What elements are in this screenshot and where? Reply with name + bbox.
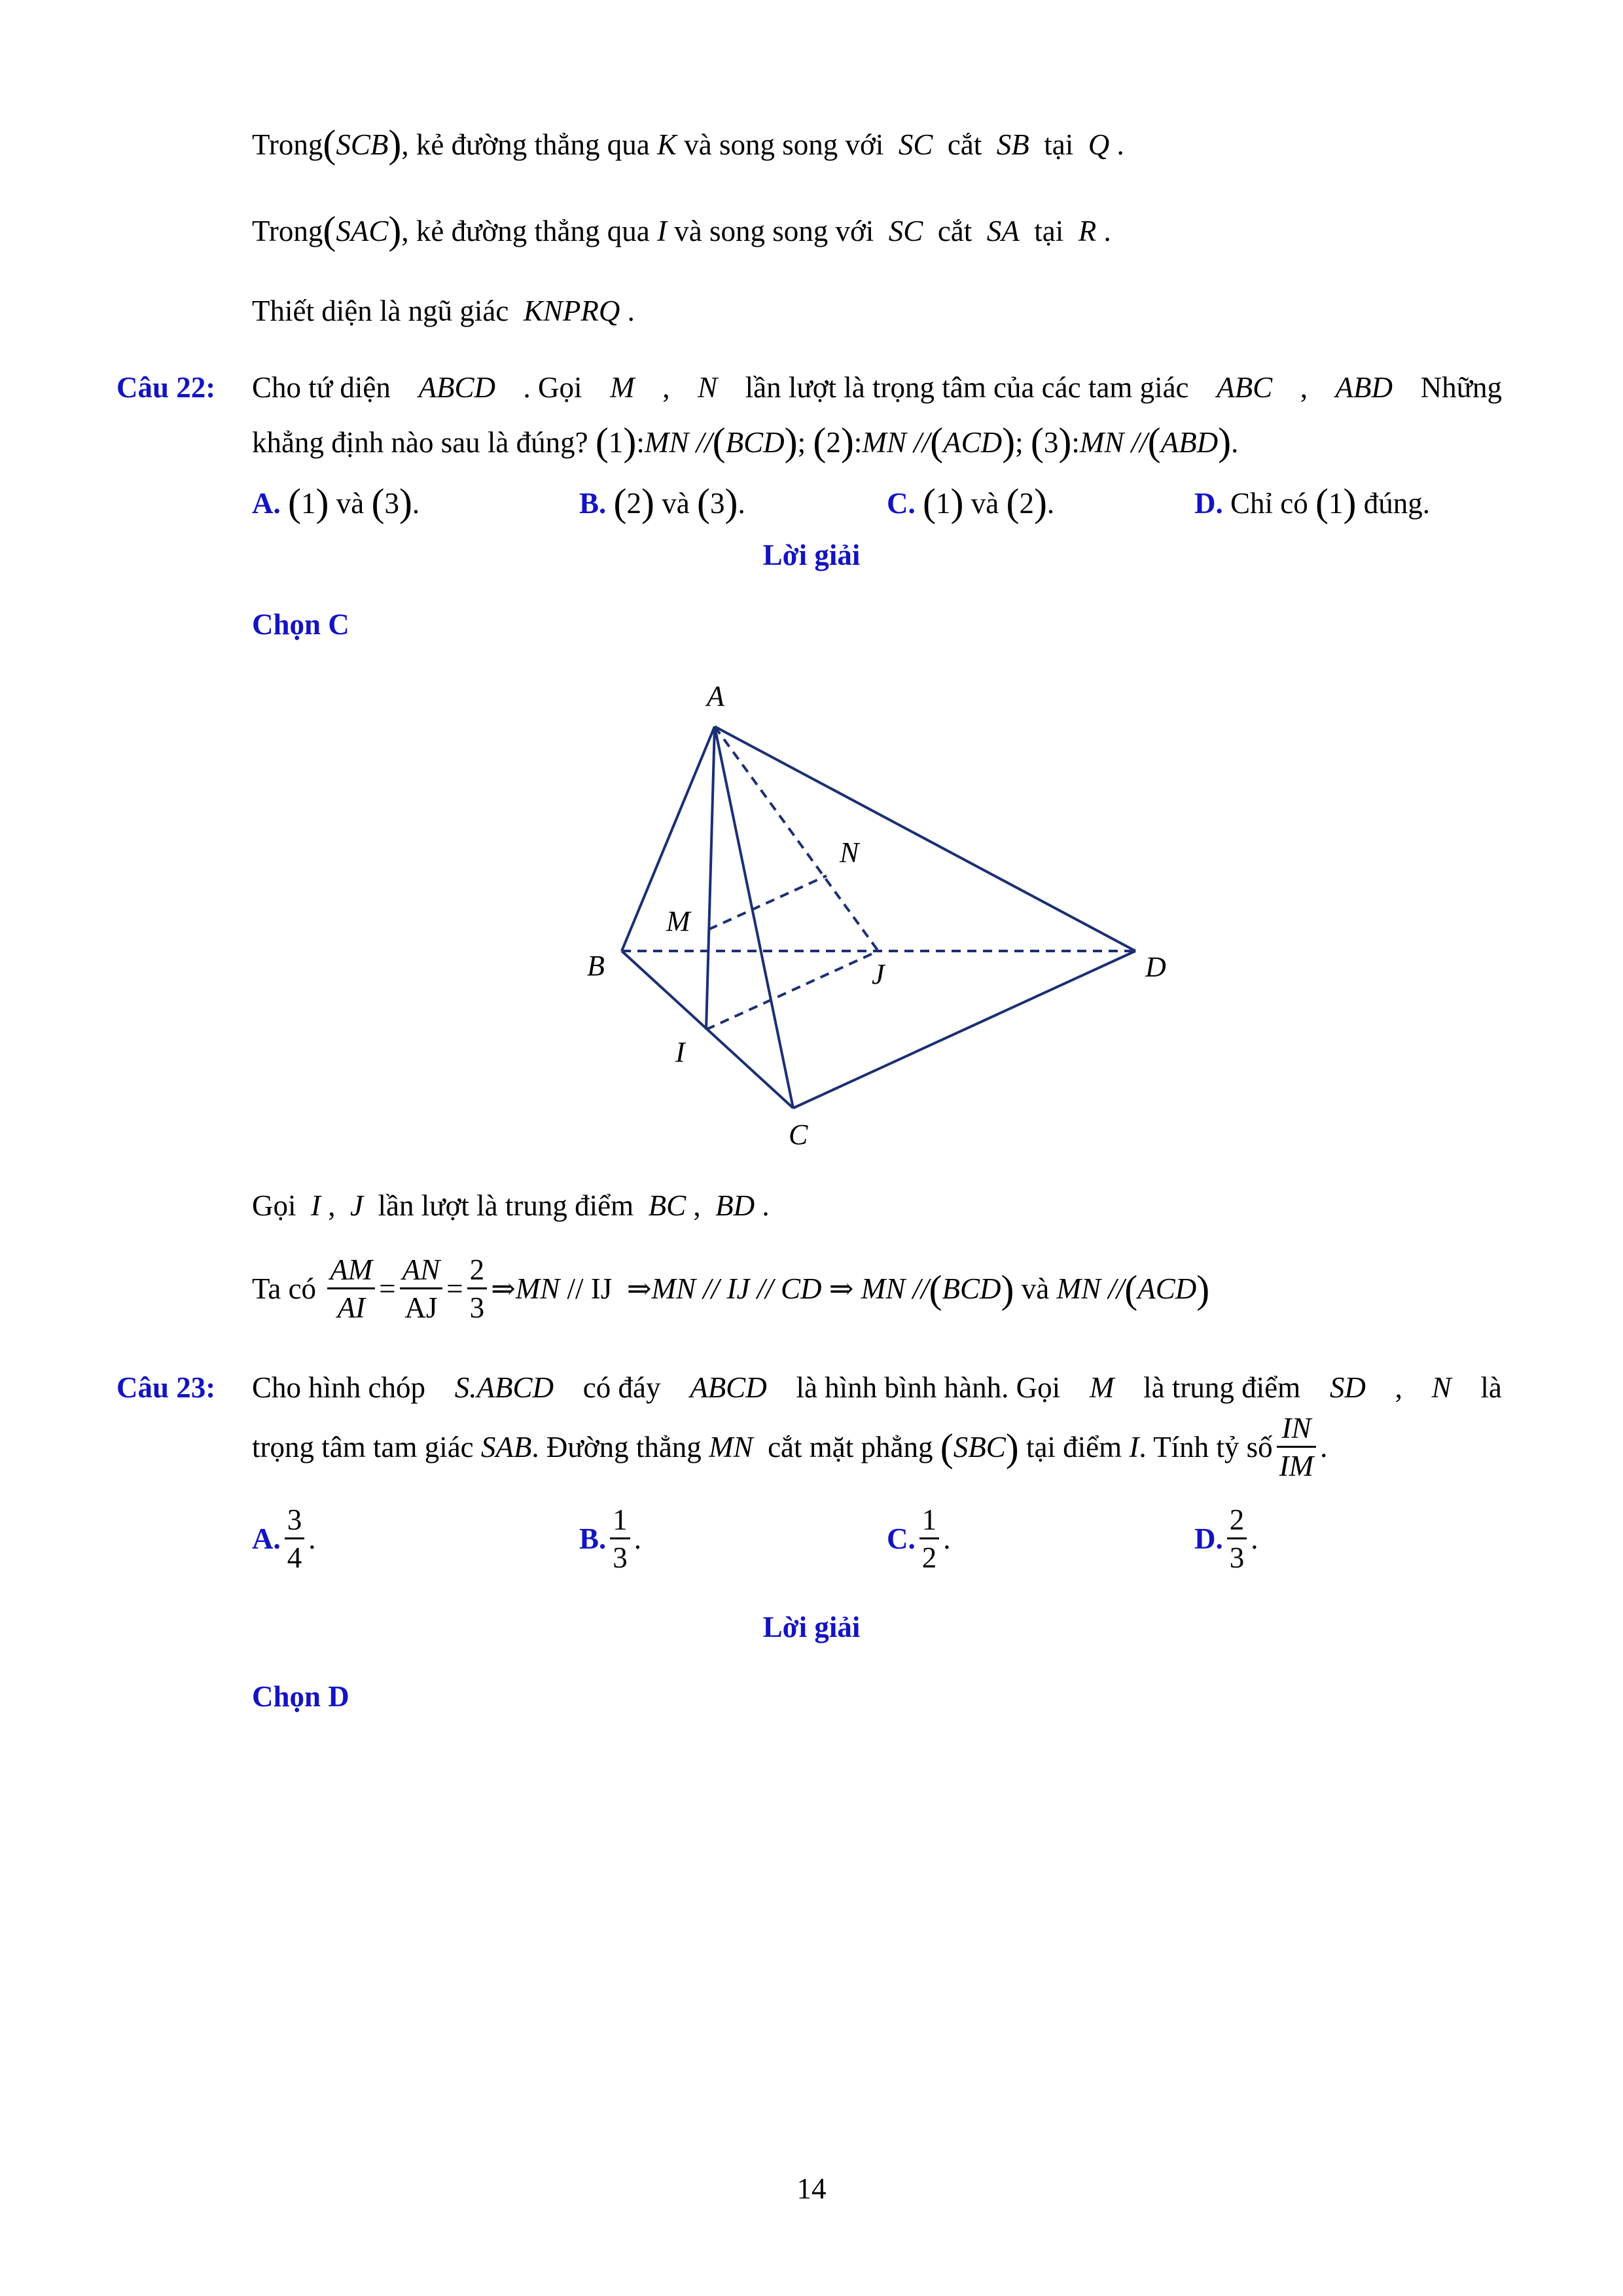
page-number: 14 <box>796 2172 827 2205</box>
fraction-an-aj: $\frac{AN}{AJ}$ <box>400 1255 443 1323</box>
intro-line-3: Thiết diện là ngũ giác KNPRQ . <box>252 295 635 327</box>
segment-IJ-hidden <box>706 951 878 1030</box>
fraction-am-ai: $\frac{AM}{AI}$ <box>327 1255 375 1323</box>
q23-option-d[interactable]: D. $\frac{2}{3}$ . <box>1194 1503 1258 1574</box>
label-A: A <box>707 680 724 712</box>
q22-option-c[interactable]: C. (1) và (2). <box>887 481 1055 524</box>
segment-AI <box>706 726 715 1030</box>
q23-line-2: trọng tâm tam giác SAB . Đường thẳng MN cắt mặt phẳng ( SBC ) tại điểm I . Tính tỷ số $\frac{IN}{IM}$ . <box>252 1412 1328 1482</box>
q23-solution-heading: Lời giải <box>762 1611 861 1643</box>
q22-choice: Chọn C <box>252 608 349 641</box>
q22-solution-line-2: Ta có $\frac{AM}{AI}$ = $\frac{AN}{AJ}$ = $\frac{2}{3}$ ⇒ MN // IJ ⇒ MN // IJ // CD ⇒ MN // ( BCD ) và MN // ( ACD ) <box>252 1253 1210 1324</box>
q23-line-1: Cho hình chóp S.ABCD có đáy ABCD là hình bình hành. Gọi M là trung điểm SD , N là <box>252 1371 1502 1404</box>
q22-option-b[interactable]: B. (2) và (3). <box>579 481 745 524</box>
q23-choice: Chọn D <box>252 1680 349 1713</box>
label-C: C <box>789 1119 808 1151</box>
q23-option-c[interactable]: C. $\frac{1}{2}$ . <box>887 1503 951 1574</box>
q22-line-1: Cho tứ diện ABCD . Gọi M , N lần lượt là trọng tâm của các tam giác ABC , ABD Những <box>252 371 1502 404</box>
q23-label: Câu 23: <box>116 1371 216 1404</box>
label-B: B <box>587 950 605 982</box>
edge-AC <box>715 726 793 1108</box>
label-M: M <box>666 905 690 937</box>
fraction-in-im: $\frac{IN}{IM}$ <box>1277 1414 1316 1481</box>
intro-line-2: Trong(SAC), kẻ đường thẳng qua I và song song với SC cắt SA tại R . <box>252 209 1111 252</box>
intro-line-1: Trong(SCB), kẻ đường thẳng qua K và song song với SC cắt SB tại Q . <box>252 122 1124 166</box>
edge-CD <box>793 951 1135 1108</box>
q22-line-2: khẳng định nào sau là đúng? (1):MN //(BCD); (2):MN //(ACD); (3):MN //(ABD). <box>252 420 1239 463</box>
q23-option-b[interactable]: B. $\frac{1}{3}$ . <box>579 1503 642 1574</box>
edge-AD <box>715 726 1135 951</box>
q23-option-a[interactable]: A. $\frac{3}{4}$ . <box>252 1503 316 1574</box>
label-N: N <box>840 836 859 869</box>
q22-solution-heading: Lời giải <box>762 539 861 571</box>
q22-option-d[interactable]: D. Chỉ có (1) đúng. <box>1194 481 1430 524</box>
fraction-two-thirds: $\frac{2}{3}$ <box>467 1255 488 1323</box>
q22-label: Câu 22: <box>116 371 216 404</box>
q22-option-a[interactable]: A. (1) và (3). <box>252 481 420 524</box>
label-J: J <box>872 958 885 990</box>
segment-MN-hidden <box>709 876 827 929</box>
q22-solution-line-1: Gọi I , J lần lượt là trung điểm BC , BD . <box>252 1189 770 1222</box>
label-I: I <box>675 1036 685 1068</box>
label-D: D <box>1145 951 1166 983</box>
